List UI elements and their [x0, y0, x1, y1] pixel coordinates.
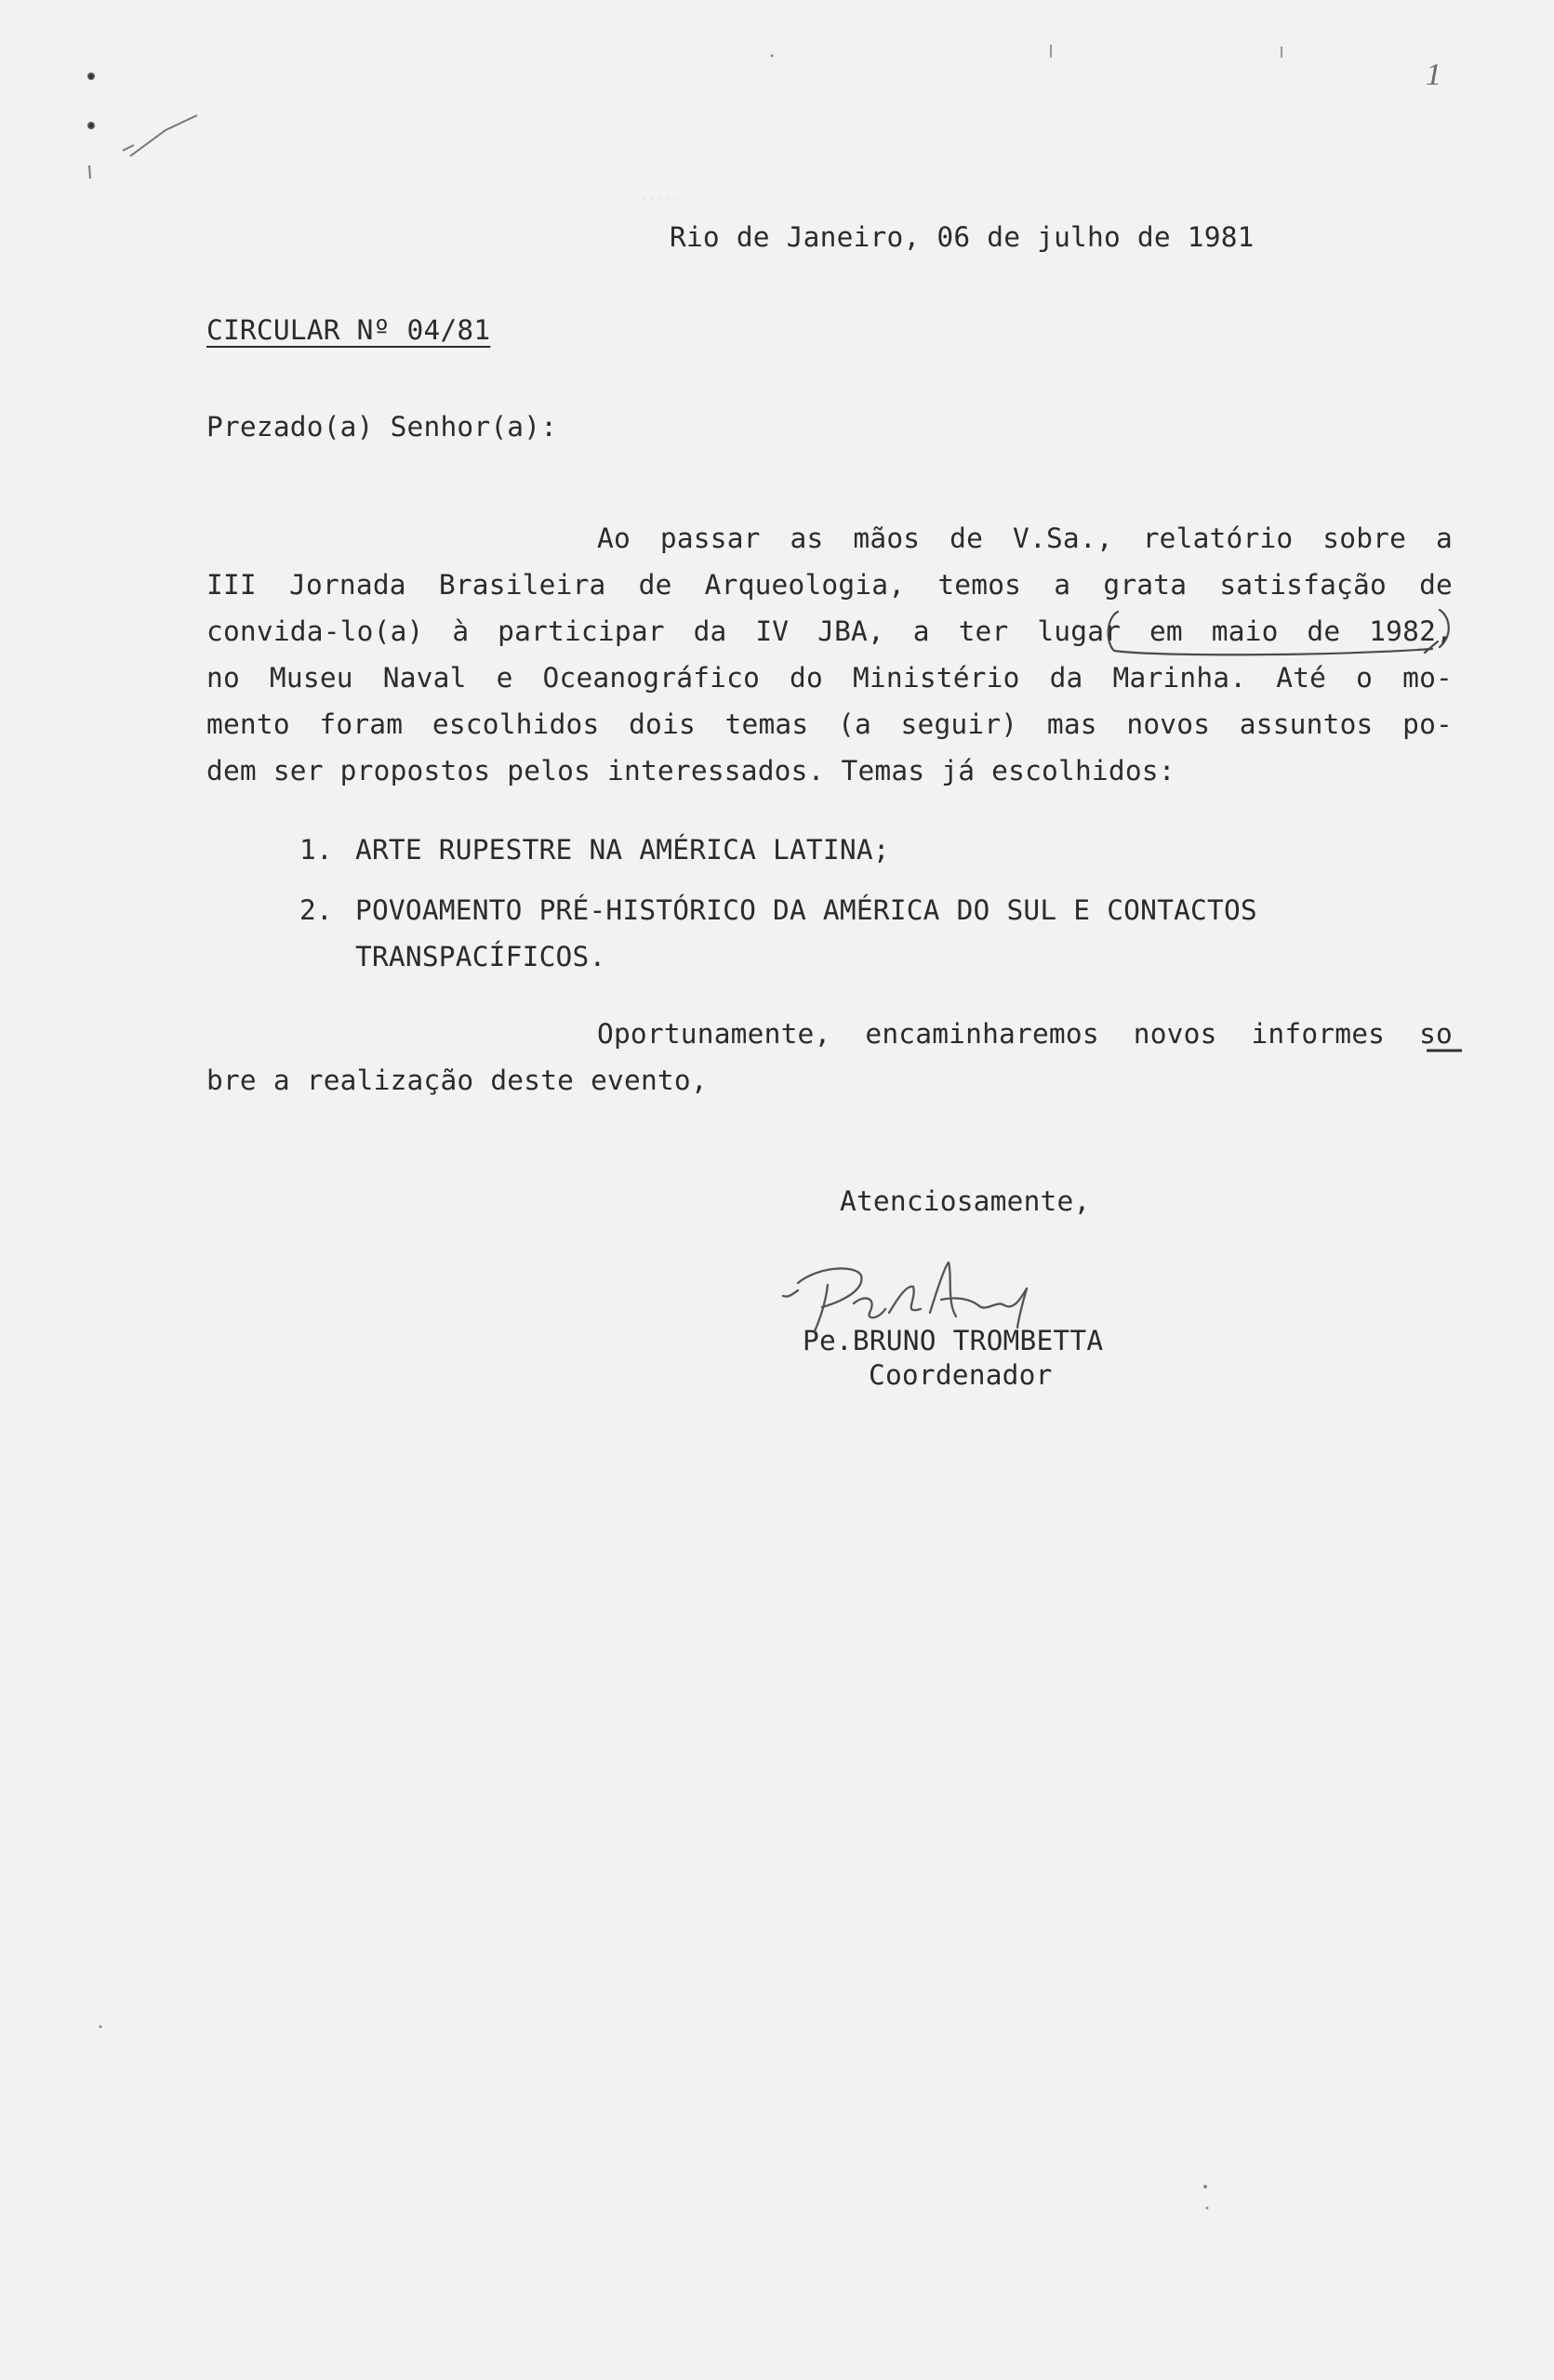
faint-stamp-mark: · · · · · [642, 191, 677, 205]
handwritten-signature [783, 1263, 1027, 1331]
paragraph-line: mento foram escolhidos dois temas (a seguir) mas novos assuntos po- [206, 708, 1453, 740]
paragraph-line: Ao passar as mãos de V.Sa., relatório sobre a [597, 522, 1453, 554]
topic-text: TRANSPACÍFICOS. [355, 941, 606, 972]
topic-text: POVOAMENTO PRÉ-HISTÓRICO DA AMÉRICA DO SUL E CONTACTOS [355, 894, 1257, 926]
margin-marks [88, 45, 1282, 178]
topic-text: ARTE RUPESTRE NA AMÉRICA LATINA; [355, 834, 890, 866]
signer-name: Pe.BRUNO TROMBETTA [803, 1325, 1104, 1356]
topic-number: 1. [299, 834, 333, 866]
salutation: Prezado(a) Senhor(a): [206, 411, 558, 443]
paragraph-line: Oportunamente, encaminharemos novos informes so [597, 1018, 1453, 1050]
date-line: Rio de Janeiro, 06 de julho de 1981 [670, 221, 1255, 253]
paragraph-line: bre a realização deste evento, [206, 1064, 708, 1096]
topic-number: 2. [299, 894, 333, 926]
paper-specks [100, 55, 1209, 2210]
circular-number: CIRCULAR Nº 04/81 [206, 314, 491, 346]
page-number: 1 [1426, 58, 1442, 92]
paragraph-line: no Museu Naval e Oceanográfico do Ministério da Marinha. Até o mo- [206, 662, 1453, 694]
signer-title: Coordenador [869, 1359, 1053, 1391]
paragraph-line: III Jornada Brasileira de Arqueologia, temos a grata satisfação de [206, 569, 1453, 601]
paragraph-line: dem ser propostos pelos interessados. Temas já escolhidos: [206, 755, 1175, 787]
paragraph-line: convida-lo(a) à participar da IV JBA, a ter lugar em maio de 1982, [206, 615, 1453, 647]
closing: Atenciosamente, [840, 1185, 1091, 1217]
